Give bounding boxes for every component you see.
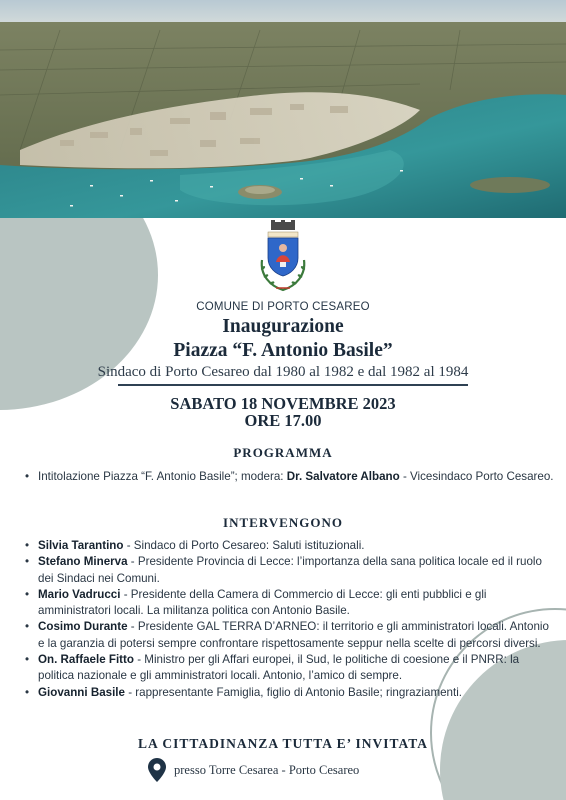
event-time: ORE 17.00: [244, 411, 322, 430]
list-item: • On. Raffaele Fitto - Ministro per gli Affari europei, il Sud, le politiche di coesione e il PNRR: la politica nazionale e gli amministratori locali. Antonio, l’amico di sempre.: [22, 652, 558, 685]
list-item: • Mario Vadrucci - Presidente della Camera di Commercio di Lecce: gli enti pubblici e gli amministratori locali. La militanza politica con Antonio Basile.: [22, 587, 558, 620]
programma-heading: PROGRAMMA: [233, 445, 333, 460]
event-date: SABATO 18 NOVEMBRE 2023: [170, 394, 396, 413]
intervengono-heading: INTERVENGONO: [223, 515, 343, 530]
coat-of-arms-icon: [254, 220, 312, 296]
programma-list: [22, 469, 558, 485]
list-item: • Stefano Minerva - Presidente Provincia di Lecce: l’importanza della sana politica locale ed il ruolo dei Sindaci nei Comuni.: [22, 554, 558, 587]
municipality-name: COMUNE DI PORTO CESAREO: [196, 301, 370, 313]
divider: [118, 384, 468, 386]
event-title: Inaugurazione: [222, 316, 344, 337]
speakers-list: [22, 538, 558, 701]
list-item: • Giovanni Basile - rappresentante Famiglia, figlio di Antonio Basile; ringraziamenti.: [22, 685, 558, 701]
list-item: • Cosimo Durante - Presidente GAL TERRA D’ARNEO: il territorio e gli amministratori locali. Antonio e la garanzia di potersi sempre confrontare rispettosamente seppur nella scelte di percorsi diversi.: [22, 619, 558, 652]
square-name: Piazza “F. Antonio Basile”: [173, 340, 393, 361]
mayor-description: Sindaco di Porto Cesareo dal 1980 al 1982 e dal 1982 al 1984: [97, 364, 469, 380]
event-location: [148, 758, 359, 782]
invitation-line: LA CITTADINANZA TUTTA E’ INVITATA: [137, 736, 429, 751]
location-text: presso Torre Cesarea - Porto Cesareo: [174, 762, 360, 777]
map-pin-icon: [148, 758, 166, 782]
list-item: • Silvia Tarantino - Sindaco di Porto Cesareo: Saluti istituzionali.: [22, 538, 558, 554]
list-item: • Intitolazione Piazza “F. Antonio Basile”; modera: Dr. Salvatore Albano - Vicesindaco Porto Cesareo.: [22, 469, 558, 485]
